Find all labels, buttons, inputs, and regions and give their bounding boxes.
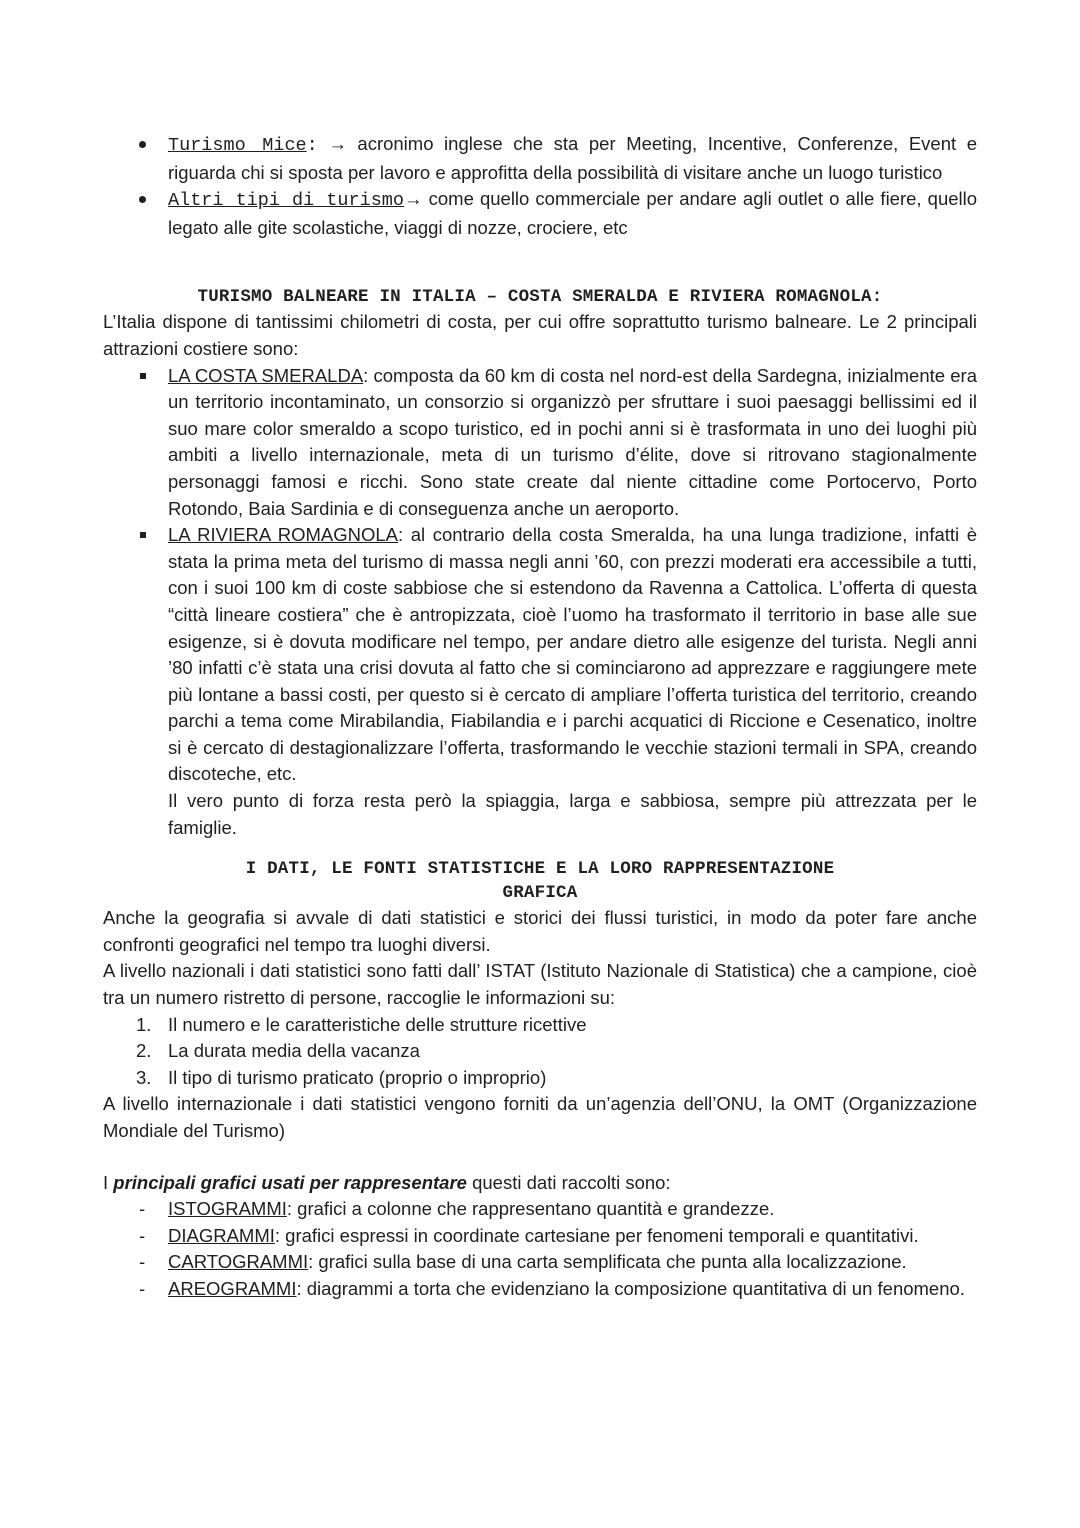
list-item: Altri tipi di turismo→ come quello commerciale per andare agli outlet o alle fiere, quello legato alle gite scolastiche, viaggi di nozze, crociere, etc	[103, 186, 977, 241]
paragraph: I principali grafici usati per rappresentare questi dati raccolti sono:	[103, 1171, 671, 1193]
paragraph: Il vero punto di forza resta però la spiaggia, larga e sabbiosa, sempre più attrezzata per le famiglie.	[168, 790, 977, 838]
paragraph: A livello nazionali i dati statistici sono fatti dall’ ISTAT (Istituto Nazionale di Statistica) che a campione, cioè tra un numero ristretto di persone, raccoglie le informazioni su:	[103, 960, 977, 1009]
list-item: 1. Il numero e le caratteristiche delle strutture ricettive	[136, 1013, 587, 1035]
list-item: LA COSTA SMERALDA: composta da 60 km di costa nel nord-est della Sardegna, inizialmente era un territorio incontaminato, un consorzio si organizzò per sfruttare i suoi paesaggi bellissimi ed il suo mare color smeraldo a scopo turistico, ed in pochi anni si è trasformata in uno dei luoghi più ambiti a livello internazionale, meta di un turismo d’élite, dove si ritrovano stagionalmente personaggi famosi e ricchi. Sono state create dal niente cittadine come Portocervo, Porto Rotondo, Baia Sardinia e di conseguenza anche un aeroporto.	[103, 363, 977, 523]
term-diagrammi: DIAGRAMMI	[168, 1224, 275, 1246]
term-altri-tipi: Altri tipi di turismo	[168, 190, 405, 212]
list-item: 3. Il tipo di turismo praticato (proprio o improprio)	[136, 1066, 547, 1088]
coastal-attractions-list	[103, 363, 977, 842]
list-item: - CARTOGRAMMI: grafici sulla base di una carta semplificata che punta alla localizzazione.	[139, 1251, 907, 1273]
term-cartogrammi: CARTOGRAMMI	[168, 1251, 309, 1273]
section-heading-dati: I DATI, LE FONTI STATISTICHE E LA LORO RAPPRESENTAZIONE GRAFICA	[245, 859, 835, 904]
list-item: Turismo Mice: → acronimo inglese che sta per Meeting, Incentive, Conferenze, Event e riguarda chi si sposta per lavoro e approfitta della possibilità di visitare anche un luogo turistico	[103, 131, 977, 186]
list-item: - ISTOGRAMMI: grafici a colonne che rappresentano quantità e grandezze.	[139, 1198, 775, 1220]
list-item: - AREOGRAMMI: diagrammi a torta che evidenziano la composizione quantitativa di un fenomeno.	[139, 1277, 965, 1299]
arrow-right-icon: →	[404, 188, 429, 210]
paragraph: Anche la geografia si avvale di dati statistici e storici dei flussi turistici, in modo da poter fare anche confronti geografici nel tempo tra luoghi diversi.	[103, 907, 977, 955]
term-areogrammi: AREOGRAMMI	[168, 1277, 297, 1299]
tourism-types-list	[103, 131, 977, 241]
chart-types-list	[103, 1196, 977, 1302]
term-riviera-romagnola: LA RIVIERA ROMAGNOLA	[168, 524, 399, 546]
term-costa-smeralda: LA COSTA SMERALDA	[168, 364, 364, 386]
paragraph: A livello internazionale i dati statistici vengono forniti da un’agenzia dell’ONU, la OMT (Organizzazione Mondiale del Turismo)	[103, 1093, 977, 1141]
istat-info-list	[103, 1012, 977, 1092]
page-content	[103, 131, 977, 1303]
term-istogrammi: ISTOGRAMMI	[168, 1198, 287, 1220]
list-item: 2. La durata media della vacanza	[136, 1040, 420, 1062]
term-turismo-mice: Turismo Mice	[168, 135, 307, 156]
list-item: - DIAGRAMMI: grafici espressi in coordinate cartesiane per fenomeni temporali e quantitativi.	[139, 1224, 919, 1246]
section-heading-balneare: TURISMO BALNEARE IN ITALIA – COSTA SMERALDA E RIVIERA ROMAGNOLA:	[197, 287, 883, 308]
arrow-right-icon: →	[317, 133, 358, 154]
paragraph: L’Italia dispone di tantissimi chilometri di costa, per cui offre soprattutto turismo balneare. Le 2 principali attrazioni costiere sono:	[103, 311, 977, 359]
list-item: LA RIVIERA ROMAGNOLA: al contrario della costa Smeralda, ha una lunga tradizione, infatti è stata la prima meta del turismo di massa negli anni ’60, con prezzi moderati era accessibile a tutti, con i suoi 100 km di coste sabbiose che si estendono da Ravenna a Cattolica. L’offerta di questa “città lineare costiera” che è antropizzata, cioè l’uomo ha trasformato il territorio in base alle sue esigenze, si è dovuta modificare nel tempo, per andare dietro alle esigenze del turista. Negli anni ’80 infatti c’è stata una crisi dovuta al fatto che si cominciarono ad apprezzare e raggiungere mete più lontane a bassi costi, per questo si è cercato di ampliare l’offerta turistica del territorio, creando parchi a tema come Mirabilandia, Fiabilandia e i parchi acquatici di Riccione e Cesenatico, inoltre si è cercato di destagionalizzare l’offerta, trasformando le vecchie stazioni termali in SPA, creando discoteche, etc. Il vero punto di forza resta però la spiaggia, larga e sabbiosa, sempre più attrezzata per le famiglie.	[103, 522, 977, 841]
